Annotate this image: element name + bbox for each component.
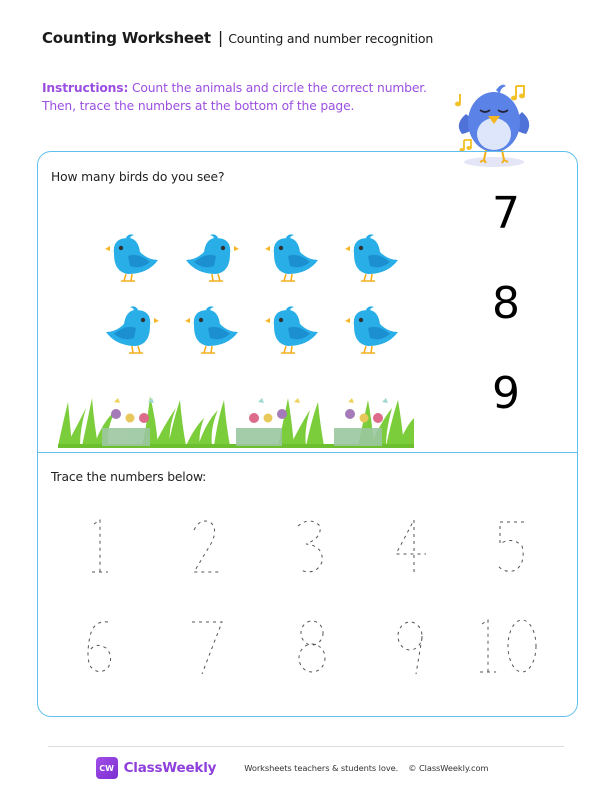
- bird-icon: [184, 232, 240, 284]
- section-divider: [37, 452, 578, 453]
- footer-divider: [48, 746, 564, 747]
- answer-choice-9[interactable]: 9: [492, 368, 520, 419]
- trace-instruction: Trace the numbers below:: [51, 470, 207, 484]
- classweekly-logo-icon: CW: [96, 757, 118, 779]
- footer-tagline: Worksheets teachers & students love.: [244, 763, 399, 773]
- birds-group: [100, 232, 420, 362]
- worksheet-subtitle: Counting and number recognition: [228, 31, 434, 46]
- footer: [0, 757, 612, 779]
- brand-name: ClassWeekly: [123, 760, 217, 776]
- instructions-label: Instructions:: [42, 81, 129, 95]
- bird-icon: [104, 304, 160, 356]
- answer-choice-8[interactable]: 8: [492, 278, 520, 329]
- grass-flowers-decoration: [58, 388, 414, 450]
- answer-choice-7[interactable]: 7: [492, 188, 520, 239]
- bird-icon: [344, 304, 400, 356]
- bird-icon: [264, 232, 320, 284]
- counting-question: How many birds do you see?: [51, 170, 225, 184]
- title-separator: |: [217, 28, 224, 47]
- instructions-text: Count the animals and circle the correct number. Then, trace the numbers at the bottom of the page.: [42, 81, 427, 113]
- bird-icon: [104, 232, 160, 284]
- footer-copyright: © ClassWeekly.com: [408, 763, 489, 773]
- bird-icon: [264, 304, 320, 356]
- instructions: [42, 79, 442, 115]
- bird-icon: [184, 304, 240, 356]
- worksheet-title: Counting Worksheet: [42, 29, 211, 47]
- bird-icon: [344, 232, 400, 284]
- worksheet-header: [42, 28, 433, 47]
